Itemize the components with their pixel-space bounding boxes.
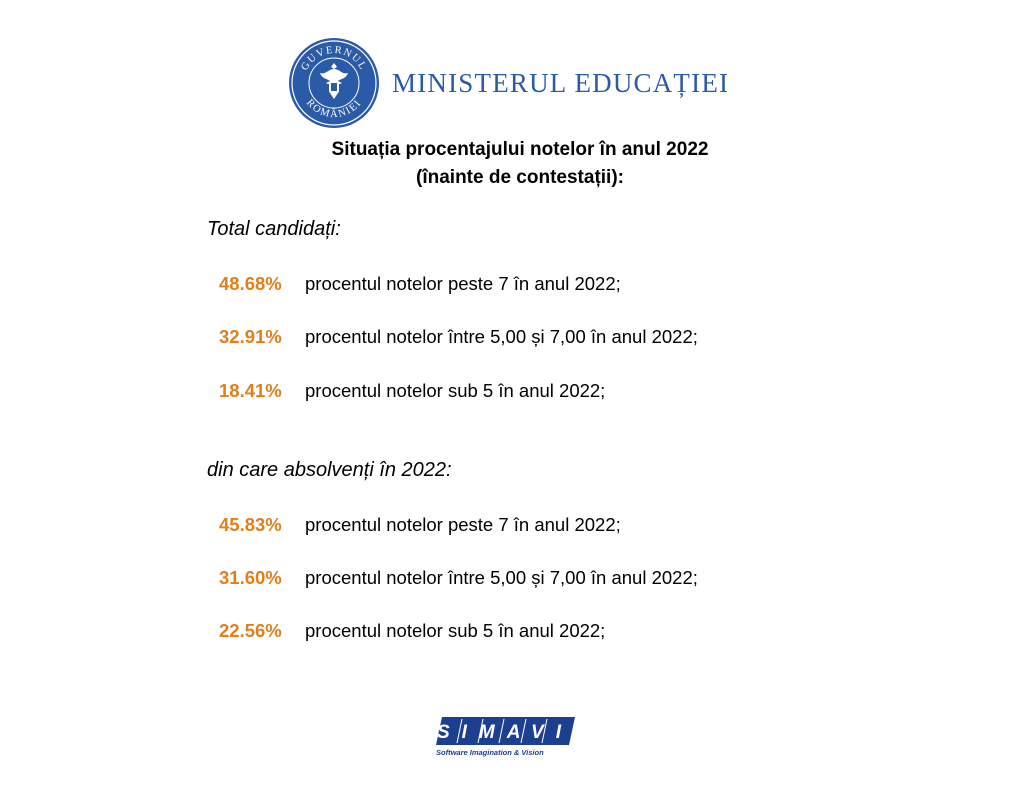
simavi-tagline: Software Imagination & Vision <box>436 748 544 757</box>
stat-percent: 31.60% <box>219 567 282 588</box>
stat-row <box>219 514 621 536</box>
stat-row <box>219 620 605 642</box>
stat-percent: 45.83% <box>219 514 282 535</box>
section-label-graduates: din care absolvenți în 2022: <box>207 459 452 481</box>
title-line-1: Situația procentajului notelor în anul 2022 <box>331 139 709 160</box>
stat-row <box>219 380 605 402</box>
stat-percent: 18.41% <box>219 380 282 401</box>
stat-percent: 48.68% <box>219 273 282 294</box>
simavi-logo <box>436 716 576 746</box>
stat-percent: 22.56% <box>219 620 282 641</box>
stat-description: procentul notelor peste 7 în anul 2022; <box>305 273 621 294</box>
stat-row <box>219 273 621 295</box>
stat-row <box>219 567 698 589</box>
section-label-total: Total candidați: <box>207 218 341 240</box>
stat-description: procentul notelor sub 5 în anul 2022; <box>305 380 606 401</box>
government-seal-icon <box>288 37 380 129</box>
stat-description: procentul notelor sub 5 în anul 2022; <box>305 620 606 641</box>
stat-description: procentul notelor între 5,00 și 7,00 în anul 2022; <box>305 567 698 588</box>
title-line-2: (înainte de contestații): <box>416 167 624 188</box>
seal-text-bottom: ROMÂNIEI <box>303 97 365 121</box>
seal-text-top: GUVERNUL <box>299 44 369 73</box>
stat-description: procentul notelor peste 7 în anul 2022; <box>305 514 621 535</box>
stat-percent: 32.91% <box>219 326 282 347</box>
stat-description: procentul notelor între 5,00 și 7,00 în anul 2022; <box>305 326 698 347</box>
stat-row <box>219 326 698 348</box>
page-title <box>0 136 1024 192</box>
ministry-header <box>288 37 729 129</box>
simavi-logo-text: SIMAVI <box>436 722 574 743</box>
ministry-name: MINISTERUL EDUCAȚIEI <box>392 67 730 98</box>
